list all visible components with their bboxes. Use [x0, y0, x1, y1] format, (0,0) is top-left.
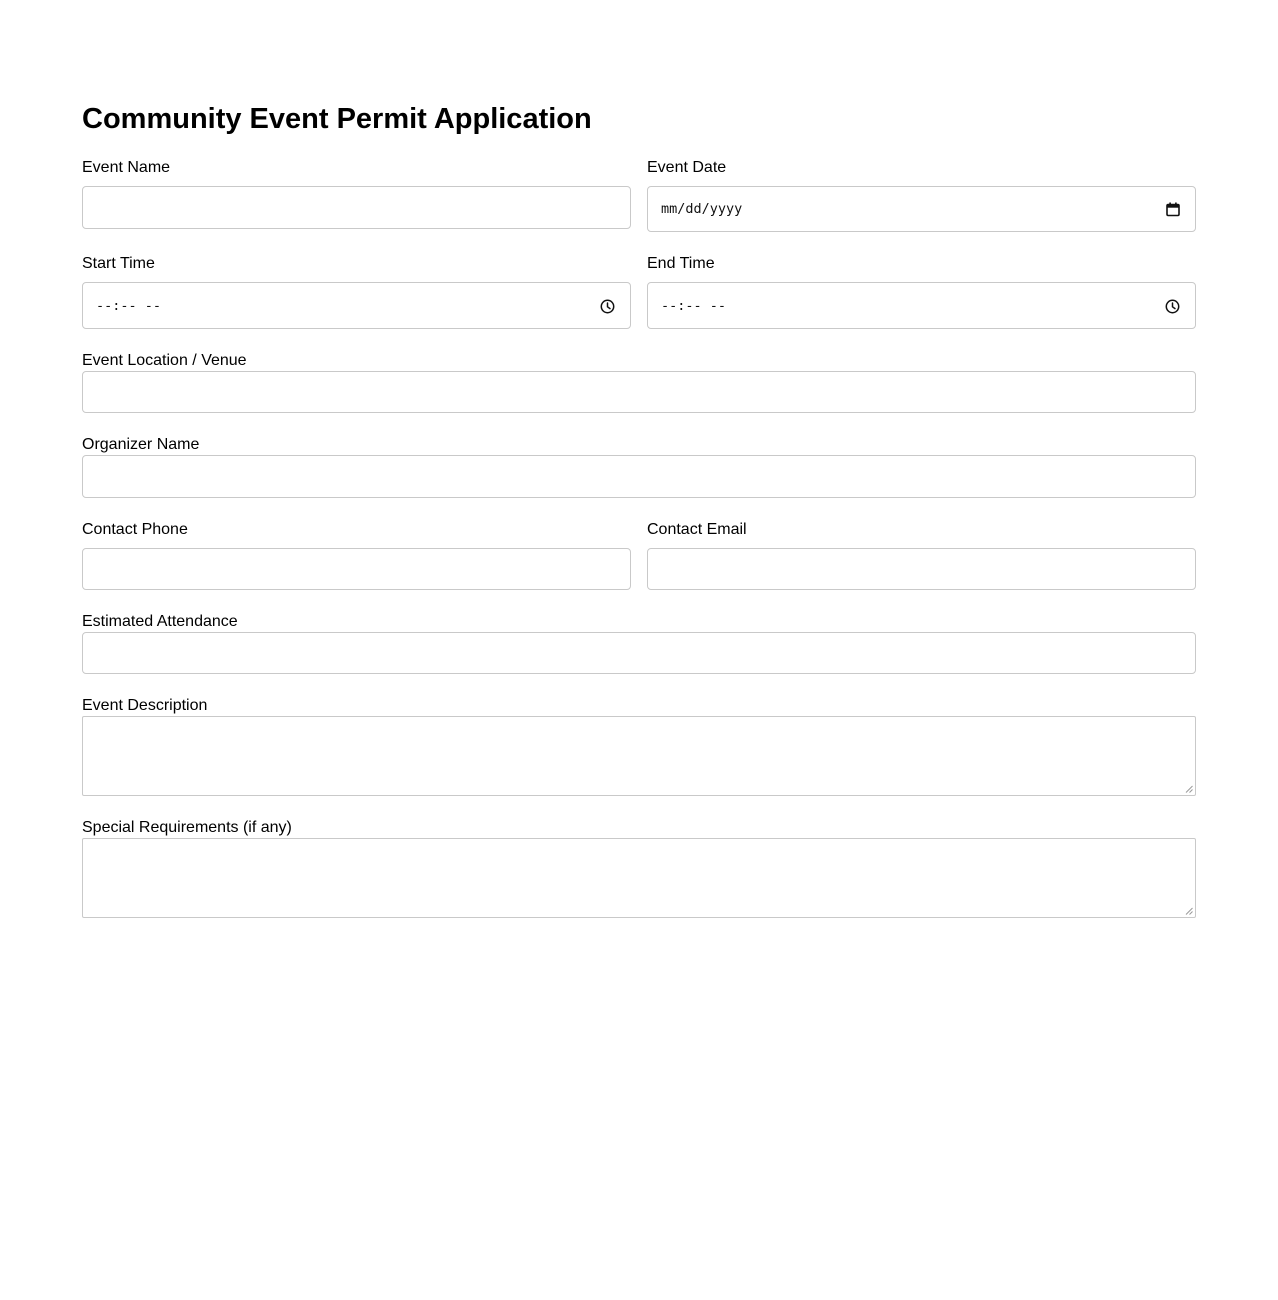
end-time-label: End Time: [647, 255, 715, 272]
location-label: Event Location / Venue: [82, 352, 247, 369]
start-time-label: Start Time: [82, 255, 155, 272]
resize-handle-icon[interactable]: [1185, 785, 1193, 793]
clock-icon[interactable]: [1165, 299, 1180, 314]
end-time-input[interactable]: [647, 282, 1196, 329]
special-textarea[interactable]: [82, 838, 1196, 918]
event-name-label: Event Name: [82, 159, 171, 176]
email-label: Contact Email: [647, 521, 747, 538]
description-label: Event Description: [82, 697, 208, 714]
resize-handle-icon[interactable]: [1185, 907, 1193, 915]
start-time-placeholder: --:-- --: [96, 298, 162, 314]
start-time-input[interactable]: [82, 282, 631, 329]
description-textarea[interactable]: [82, 716, 1196, 796]
phone-input[interactable]: [82, 548, 631, 590]
phone-label: Contact Phone: [82, 521, 188, 538]
event-name-input[interactable]: [82, 186, 631, 229]
event-date-label: Event Date: [647, 159, 727, 176]
event-date-placeholder: mm/dd/yyyy: [661, 201, 743, 217]
attendance-label: Estimated Attendance: [82, 613, 238, 630]
location-input[interactable]: [82, 371, 1196, 413]
organizer-label: Organizer Name: [82, 436, 200, 453]
organizer-input[interactable]: [82, 455, 1196, 498]
end-time-placeholder: --:-- --: [661, 298, 727, 314]
calendar-icon[interactable]: [1166, 202, 1180, 217]
page-title: Community Event Permit Application: [82, 103, 592, 135]
attendance-input[interactable]: [82, 632, 1196, 674]
special-label: Special Requirements (if any): [82, 819, 292, 836]
clock-icon[interactable]: [600, 299, 615, 314]
event-date-input[interactable]: [647, 186, 1196, 232]
email-input[interactable]: [647, 548, 1196, 590]
